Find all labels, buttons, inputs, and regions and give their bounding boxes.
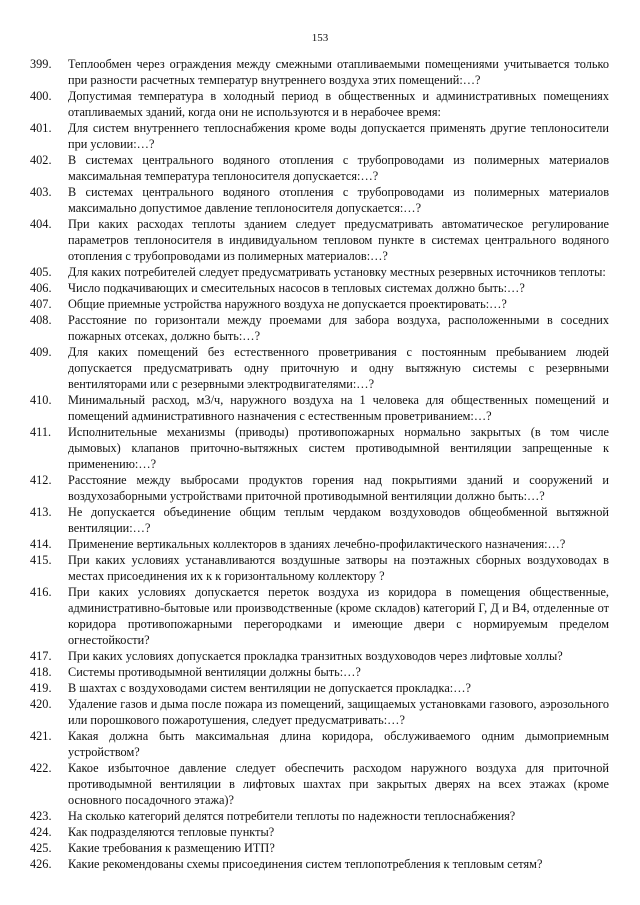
question-number: 411.	[30, 425, 52, 439]
question-number: 403.	[30, 185, 52, 199]
question-number: 402.	[30, 153, 52, 167]
question-item	[30, 696, 609, 728]
question-text: При каких условиях допускается прокладка транзитных воздуховодов через лифтовые холлы?	[68, 649, 563, 663]
question-item	[30, 840, 609, 856]
question-item	[30, 184, 609, 216]
question-text: Какие рекомендованы схемы присоединения систем теплопотребления к тепловым сетям?	[68, 857, 543, 871]
question-text: Общие приемные устройства наружного воздуха не допускается проектировать:…?	[68, 297, 507, 311]
question-text: Для систем внутреннего теплоснабжения кроме воды допускается применять другие теплоносители при условии:…?	[68, 121, 609, 151]
question-number: 412.	[30, 473, 52, 487]
question-text: Исполнительные механизмы (приводы) противопожарных нормально закрытых (в том числе дымовых) клапанов приточно-вытяжных систем противодымной вентиляции запрещенные к применению:…?	[68, 425, 609, 471]
question-number: 421.	[30, 729, 52, 743]
question-item	[30, 552, 609, 584]
question-number: 408.	[30, 313, 52, 327]
question-number: 424.	[30, 825, 52, 839]
question-item	[30, 120, 609, 152]
question-item	[30, 584, 609, 648]
question-text: Системы противодымной вентиляции должны быть:…?	[68, 665, 361, 679]
question-text: Какое избыточное давление следует обеспечить расходом наружного воздуха для приточной противодымной вентиляции в лифтовых шахтах при закрытых дверях на всех этажах (кроме основного посадочного этажа)?	[68, 761, 609, 807]
question-number: 410.	[30, 393, 52, 407]
question-number: 419.	[30, 681, 52, 695]
question-text: В шахтах с воздуховодами систем вентиляции не допускается прокладка:…?	[68, 681, 471, 695]
question-text: Теплообмен через ограждения между смежными отапливаемыми помещениями учитывается только при разности расчетных температур внутреннего воздуха этих помещений:…?	[68, 57, 609, 87]
question-item	[30, 536, 609, 552]
question-item	[30, 728, 609, 760]
question-number: 426.	[30, 857, 52, 871]
question-text: Допустимая температура в холодный период в общественных и административных помещениях отапливаемых зданий, когда они не используются и в нерабочее время:	[68, 89, 609, 119]
question-list	[30, 56, 609, 872]
question-item	[30, 56, 609, 88]
question-item	[30, 152, 609, 184]
question-item	[30, 504, 609, 536]
question-item	[30, 424, 609, 472]
question-item	[30, 88, 609, 120]
question-text: Расстояние между выбросами продуктов горения над покрытиями зданий и сооружений и воздухозаборными устройствами приточной противодымной вентиляции должно быть:…?	[68, 473, 609, 503]
question-item	[30, 472, 609, 504]
question-number: 406.	[30, 281, 52, 295]
question-text: При каких условиях допускается переток воздуха из коридора в помещения общественные, административно-бытовые или производственные (кроме складов) категорий Г, Д и В4, отделенные от коридора противопожарными перегородками и имеющие двери с нормируемым пределом огнестойкости?	[68, 585, 609, 647]
question-text: Как подразделяются тепловые пункты?	[68, 825, 275, 839]
question-item	[30, 824, 609, 840]
question-number: 413.	[30, 505, 52, 519]
question-text: Какая должна быть максимальная длина коридора, обслуживаемого одним дымоприемным устройством?	[68, 729, 609, 759]
question-item	[30, 344, 609, 392]
question-number: 400.	[30, 89, 52, 103]
question-number: 420.	[30, 697, 52, 711]
question-item	[30, 216, 609, 264]
question-number: 414.	[30, 537, 52, 551]
question-number: 407.	[30, 297, 52, 311]
question-text: При каких условиях устанавливаются воздушные затворы на поэтажных сборных воздуховодах в местах присоединения их к к горизонтальному коллектору ?	[68, 553, 609, 583]
question-item	[30, 760, 609, 808]
question-item	[30, 856, 609, 872]
question-number: 404.	[30, 217, 52, 231]
question-item	[30, 296, 609, 312]
question-text: Расстояние по горизонтали между проемами для забора воздуха, расположенными в соседних пожарных отсеках, должно быть:…?	[68, 313, 609, 343]
question-item	[30, 280, 609, 296]
question-text: Число подкачивающих и смесительных насосов в тепловых системах должно быть:…?	[68, 281, 525, 295]
question-item	[30, 392, 609, 424]
question-text: Применение вертикальных коллекторов в зданиях лечебно-профилактического назначения:…?	[68, 537, 566, 551]
question-number: 405.	[30, 265, 52, 279]
question-number: 423.	[30, 809, 52, 823]
question-number: 425.	[30, 841, 52, 855]
question-item	[30, 312, 609, 344]
question-number: 409.	[30, 345, 52, 359]
question-item	[30, 648, 609, 664]
question-item	[30, 680, 609, 696]
question-text: Какие требования к размещению ИТП?	[68, 841, 275, 855]
question-text: Для каких помещений без естественного проветривания с постоянным пребыванием людей допускается предусматривать одну приточную и одну вытяжную системы с резервными вентиляторами или с резервными электродвигателями:…?	[68, 345, 609, 391]
question-number: 401.	[30, 121, 52, 135]
question-text: Не допускается объединение общим теплым чердаком воздуховодов общеобменной вытяжной вентиляции:…?	[68, 505, 609, 535]
question-text: Удаление газов и дыма после пожара из помещений, защищаемых установками газового, аэрозольного или порошкового пожаротушения, следует предусматривать:…?	[68, 697, 609, 727]
question-text: В системах центрального водяного отопления с трубопроводами из полимерных материалов максимальная температура теплоносителя допускается:…?	[68, 153, 609, 183]
question-number: 422.	[30, 761, 52, 775]
question-text: На сколько категорий делятся потребители теплоты по надежности теплоснабжения?	[68, 809, 516, 823]
question-text: Для каких потребителей следует предусматривать установку местных резервных источников теплоты:	[68, 265, 606, 279]
page-number: 153	[311, 32, 329, 44]
question-number: 399.	[30, 57, 52, 71]
question-text: Минимальный расход, м3/ч, наружного воздуха на 1 человека для общественных помещений и помещений административного назначения с естественным проветриванием:…?	[68, 393, 609, 423]
question-number: 418.	[30, 665, 52, 679]
question-number: 415.	[30, 553, 52, 567]
question-item	[30, 664, 609, 680]
question-number: 417.	[30, 649, 52, 663]
question-text: В системах центрального водяного отопления с трубопроводами из полимерных материалов максимально допустимое давление теплоносителя допускается:…?	[68, 185, 609, 215]
question-item	[30, 264, 609, 280]
question-text: При каких расходах теплоты зданием следует предусматривать автоматическое регулирование параметров теплоносителя в индивидуальном тепловом пункте в системах центрального водяного отопления с трубопроводами из полимерных материалов:…?	[68, 217, 609, 263]
question-number: 416.	[30, 585, 52, 599]
question-item	[30, 808, 609, 824]
